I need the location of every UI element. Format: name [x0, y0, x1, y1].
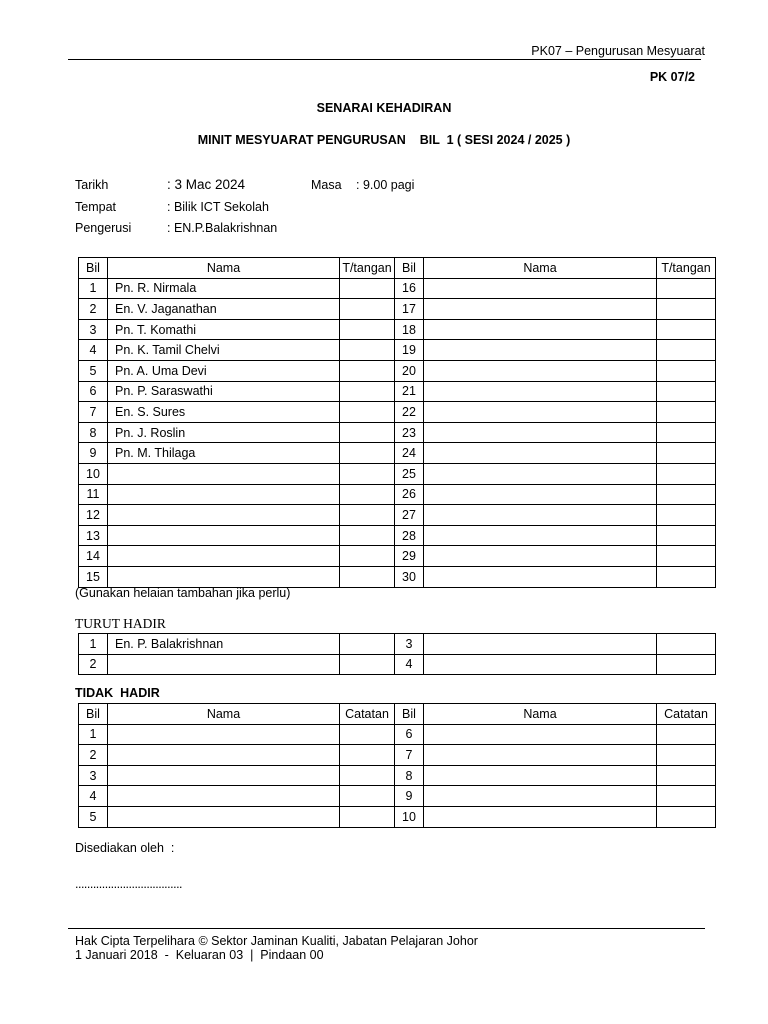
pengerusi-value: : EN.P.Balakrishnan — [167, 221, 278, 235]
tandatangan-cell — [657, 443, 716, 464]
nama-cell — [424, 566, 657, 587]
tandatangan-cell — [657, 422, 716, 443]
tandatangan-cell — [340, 654, 395, 675]
header-divider — [68, 59, 701, 60]
header-bil: Bil — [395, 258, 424, 279]
bil-cell: 25 — [395, 463, 424, 484]
bil-cell: 5 — [79, 806, 108, 827]
tandatangan-cell — [340, 463, 395, 484]
nama-cell — [424, 724, 657, 745]
turut-hadir-table — [78, 633, 716, 675]
catatan-cell — [340, 786, 395, 807]
header-tandatangan: T/tangan — [657, 258, 716, 279]
nama-cell: Pn. J. Roslin — [108, 422, 340, 443]
nama-cell — [108, 745, 340, 766]
bil-cell: 26 — [395, 484, 424, 505]
table-row — [79, 546, 716, 567]
nama-cell — [424, 422, 657, 443]
nama-cell — [424, 484, 657, 505]
tandatangan-cell — [657, 505, 716, 526]
header-bil: Bil — [79, 704, 108, 725]
bil-cell: 7 — [79, 402, 108, 423]
bil-cell: 27 — [395, 505, 424, 526]
footer-copyright: Hak Cipta Terpelihara © Sektor Jaminan Kualiti, Jabatan Pelajaran Johor — [75, 934, 478, 948]
table-row — [79, 765, 716, 786]
bil-cell: 9 — [79, 443, 108, 464]
header-catatan: Catatan — [657, 704, 716, 725]
nama-cell — [424, 546, 657, 567]
masa-label: Masa — [311, 178, 342, 192]
header-bil: Bil — [79, 258, 108, 279]
header-nama: Nama — [108, 704, 340, 725]
tandatangan-cell — [340, 360, 395, 381]
header-nama: Nama — [424, 704, 657, 725]
tandatangan-cell — [657, 299, 716, 320]
table-row — [79, 484, 716, 505]
nama-cell — [108, 765, 340, 786]
form-code: PK 07/2 — [649, 70, 695, 84]
tandatangan-cell — [340, 566, 395, 587]
bil-cell: 21 — [395, 381, 424, 402]
bil-cell: 20 — [395, 360, 424, 381]
bil-cell: 8 — [79, 422, 108, 443]
table-row — [79, 525, 716, 546]
bil-cell: 29 — [395, 546, 424, 567]
nama-cell — [424, 402, 657, 423]
extra-sheet-note: (Gunakan helaian tambahan jika perlu) — [75, 586, 291, 600]
tandatangan-cell — [657, 525, 716, 546]
table-row — [79, 299, 716, 320]
bil-cell: 3 — [395, 634, 424, 655]
attendance-header-row — [79, 258, 716, 279]
table-row — [79, 724, 716, 745]
nama-cell — [424, 443, 657, 464]
tandatangan-cell — [340, 634, 395, 655]
bil-cell: 15 — [79, 566, 108, 587]
tandatangan-cell — [340, 422, 395, 443]
page-subtitle: MINIT MESYUARAT PENGURUSAN BIL 1 ( SESI 2024 / 2025 ) — [197, 133, 571, 147]
nama-cell — [108, 566, 340, 587]
attendance-table — [78, 257, 716, 588]
nama-cell: Pn. R. Nirmala — [108, 278, 340, 299]
bil-cell: 30 — [395, 566, 424, 587]
nama-cell: En. V. Jaganathan — [108, 299, 340, 320]
catatan-cell — [340, 724, 395, 745]
bil-cell: 2 — [79, 745, 108, 766]
header-catatan: Catatan — [340, 704, 395, 725]
table-row — [79, 786, 716, 807]
tandatangan-cell — [657, 340, 716, 361]
bil-cell: 1 — [79, 724, 108, 745]
tandatangan-cell — [657, 484, 716, 505]
nama-cell — [424, 525, 657, 546]
bil-cell: 5 — [79, 360, 108, 381]
table-row — [79, 422, 716, 443]
nama-cell — [108, 484, 340, 505]
table-row — [79, 278, 716, 299]
header-nama: Nama — [108, 258, 340, 279]
tandatangan-cell — [340, 525, 395, 546]
bil-cell: 3 — [79, 765, 108, 786]
header-bil: Bil — [395, 704, 424, 725]
catatan-cell — [340, 765, 395, 786]
nama-cell — [424, 765, 657, 786]
tandatangan-cell — [657, 402, 716, 423]
footer-divider — [68, 928, 705, 929]
tandatangan-cell — [657, 463, 716, 484]
bil-cell: 1 — [79, 634, 108, 655]
nama-cell — [108, 546, 340, 567]
table-row — [79, 402, 716, 423]
nama-cell — [424, 786, 657, 807]
nama-cell — [424, 299, 657, 320]
table-row — [79, 745, 716, 766]
catatan-cell — [657, 806, 716, 827]
nama-cell — [424, 505, 657, 526]
bil-cell: 10 — [395, 806, 424, 827]
nama-cell: Pn. T. Komathi — [108, 319, 340, 340]
bil-cell: 10 — [79, 463, 108, 484]
bil-cell: 11 — [79, 484, 108, 505]
nama-cell — [108, 806, 340, 827]
bil-cell: 6 — [395, 724, 424, 745]
tandatangan-cell — [657, 360, 716, 381]
tandatangan-cell — [657, 566, 716, 587]
tandatangan-cell — [340, 299, 395, 320]
bil-cell: 12 — [79, 505, 108, 526]
nama-cell — [108, 525, 340, 546]
bil-cell: 2 — [79, 654, 108, 675]
bil-cell: 13 — [79, 525, 108, 546]
signature-line: .................................... — [75, 877, 183, 891]
pengerusi-label: Pengerusi — [75, 221, 132, 235]
bil-cell: 22 — [395, 402, 424, 423]
catatan-cell — [657, 765, 716, 786]
tandatangan-cell — [340, 402, 395, 423]
tempat-value: : Bilik ICT Sekolah — [167, 200, 269, 214]
nama-cell — [108, 654, 340, 675]
tandatangan-cell — [657, 654, 716, 675]
table-row — [79, 654, 716, 675]
prepared-by-label: Disediakan oleh : — [75, 841, 175, 855]
catatan-cell — [657, 724, 716, 745]
nama-cell — [424, 654, 657, 675]
nama-cell: Pn. M. Thilaga — [108, 443, 340, 464]
catatan-cell — [657, 745, 716, 766]
tandatangan-cell — [340, 484, 395, 505]
table-row — [79, 381, 716, 402]
table-row — [79, 505, 716, 526]
catatan-cell — [340, 806, 395, 827]
footer-version: 1 Januari 2018 - Keluaran 03 | Pindaan 00 — [75, 948, 324, 962]
table-row — [79, 806, 716, 827]
bil-cell: 16 — [395, 278, 424, 299]
bil-cell: 4 — [79, 340, 108, 361]
table-row — [79, 443, 716, 464]
bil-cell: 6 — [79, 381, 108, 402]
nama-cell — [424, 340, 657, 361]
tarikh-label: Tarikh — [75, 178, 109, 192]
bil-cell: 14 — [79, 546, 108, 567]
tandatangan-cell — [340, 319, 395, 340]
nama-cell: En. P. Balakrishnan — [108, 634, 340, 655]
tarikh-value: : 3 Mac 2024 — [167, 177, 246, 192]
tandatangan-cell — [340, 340, 395, 361]
bil-cell: 7 — [395, 745, 424, 766]
table-row — [79, 463, 716, 484]
tandatangan-cell — [340, 381, 395, 402]
masa-value: : 9.00 pagi — [356, 178, 415, 192]
page-title: SENARAI KEHADIRAN — [316, 101, 452, 115]
tidak-hadir-table — [78, 703, 716, 828]
table-row — [79, 340, 716, 361]
nama-cell — [424, 278, 657, 299]
bil-cell: 24 — [395, 443, 424, 464]
tandatangan-cell — [657, 546, 716, 567]
nama-cell: En. S. Sures — [108, 402, 340, 423]
nama-cell — [108, 463, 340, 484]
table-row — [79, 634, 716, 655]
nama-cell: Pn. A. Uma Devi — [108, 360, 340, 381]
nama-cell — [108, 786, 340, 807]
table-row — [79, 319, 716, 340]
table-row — [79, 360, 716, 381]
bil-cell: 19 — [395, 340, 424, 361]
nama-cell — [424, 634, 657, 655]
tidak-hadir-title: TIDAK HADIR — [75, 686, 160, 700]
bil-cell: 18 — [395, 319, 424, 340]
nama-cell — [424, 319, 657, 340]
tandatangan-cell — [657, 278, 716, 299]
nama-cell — [108, 724, 340, 745]
tandatangan-cell — [657, 319, 716, 340]
tandatangan-cell — [340, 505, 395, 526]
tidak-hadir-header-row — [79, 704, 716, 725]
header-tandatangan: T/tangan — [340, 258, 395, 279]
bil-cell: 23 — [395, 422, 424, 443]
bil-cell: 1 — [79, 278, 108, 299]
nama-cell: Pn. P. Saraswathi — [108, 381, 340, 402]
bil-cell: 2 — [79, 299, 108, 320]
bil-cell: 28 — [395, 525, 424, 546]
tempat-label: Tempat — [75, 200, 116, 214]
bil-cell: 9 — [395, 786, 424, 807]
tandatangan-cell — [340, 546, 395, 567]
turut-hadir-title: TURUT HADIR — [75, 616, 166, 631]
catatan-cell — [657, 786, 716, 807]
nama-cell — [424, 463, 657, 484]
bil-cell: 3 — [79, 319, 108, 340]
nama-cell: Pn. K. Tamil Chelvi — [108, 340, 340, 361]
bil-cell: 17 — [395, 299, 424, 320]
table-row — [79, 566, 716, 587]
nama-cell — [424, 806, 657, 827]
nama-cell — [424, 745, 657, 766]
tandatangan-cell — [657, 634, 716, 655]
document-header-title: PK07 – Pengurusan Mesyuarat — [531, 44, 705, 58]
nama-cell — [108, 505, 340, 526]
nama-cell — [424, 381, 657, 402]
bil-cell: 8 — [395, 765, 424, 786]
nama-cell — [424, 360, 657, 381]
bil-cell: 4 — [395, 654, 424, 675]
tandatangan-cell — [340, 443, 395, 464]
catatan-cell — [340, 745, 395, 766]
header-nama: Nama — [424, 258, 657, 279]
bil-cell: 4 — [79, 786, 108, 807]
tandatangan-cell — [657, 381, 716, 402]
tandatangan-cell — [340, 278, 395, 299]
